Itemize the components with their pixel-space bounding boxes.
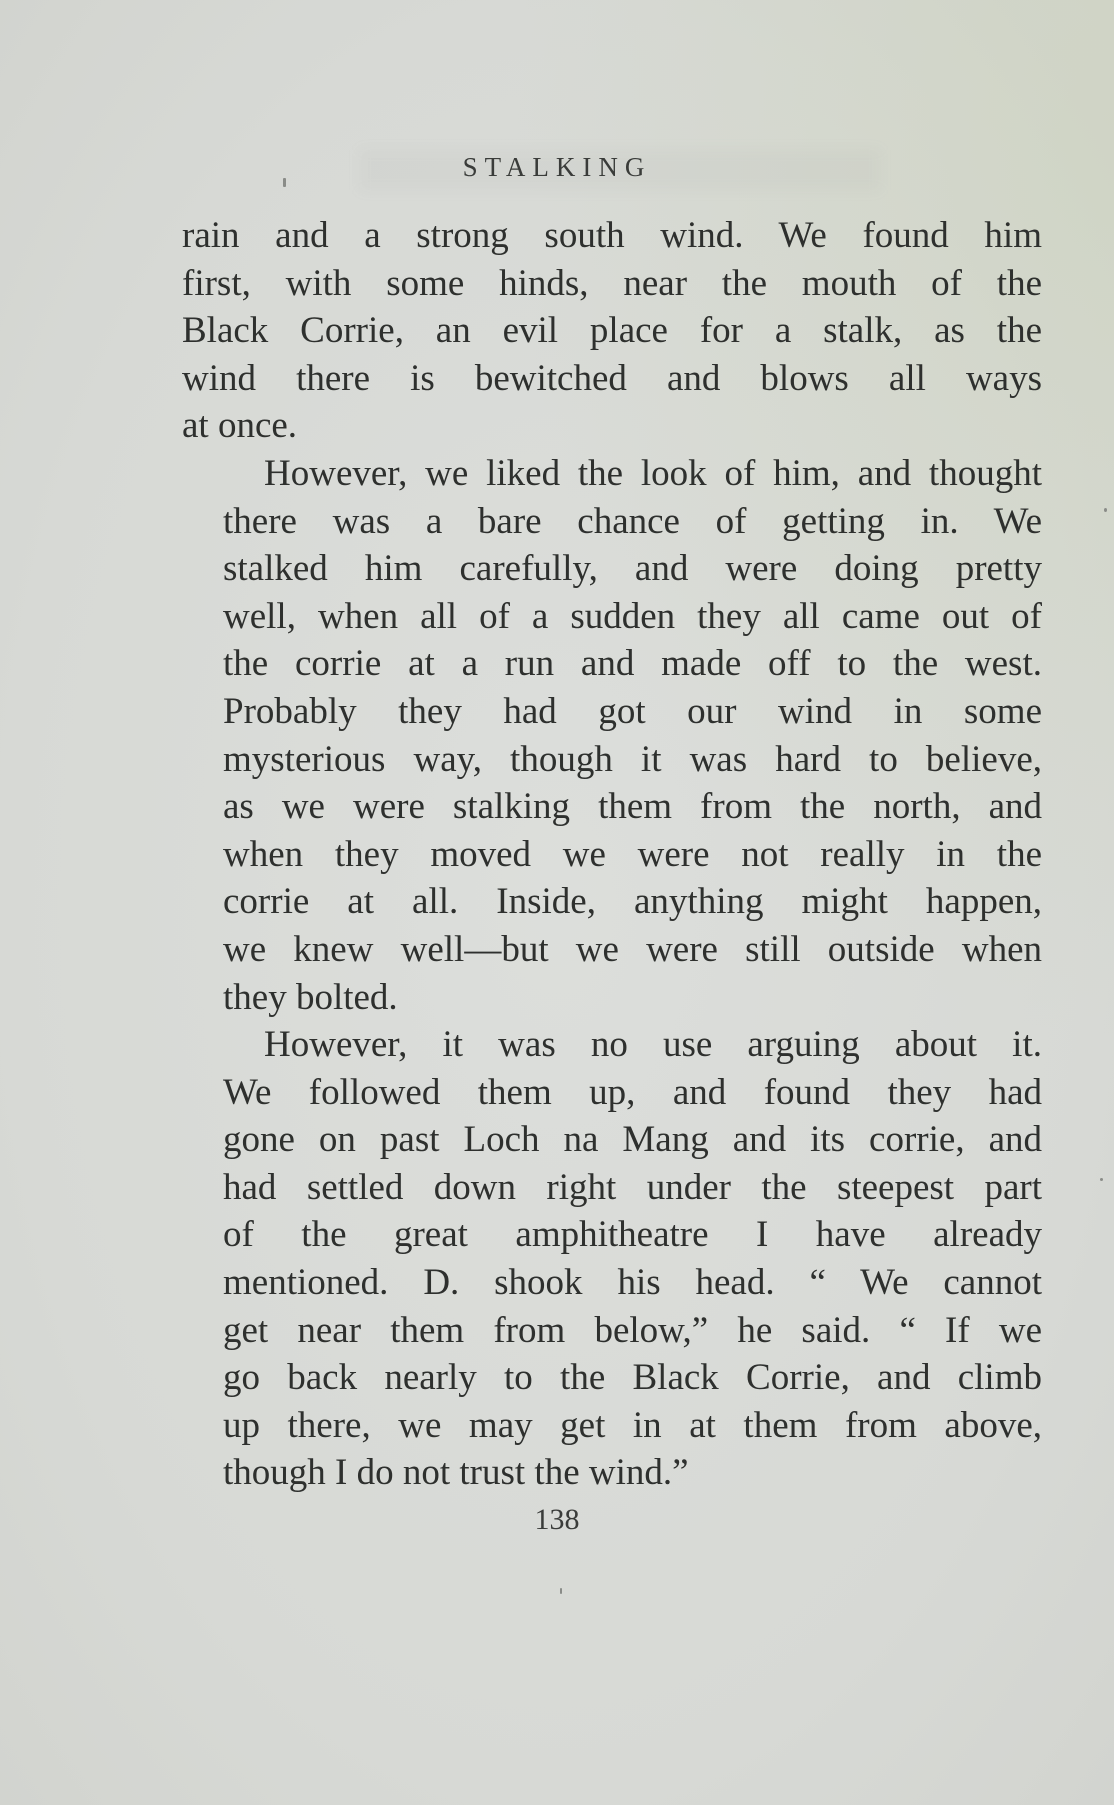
text-line: Probably they had got our wind in some xyxy=(223,690,1042,732)
paper-speck xyxy=(1104,508,1107,512)
text-line: we knew well—but we were still outside when xyxy=(223,928,1042,970)
text-line: though I do not trust the wind.” xyxy=(223,1452,689,1494)
text-line: up there, we may get in at them from above, xyxy=(223,1404,1042,1446)
text-line: the corrie at a run and made off to the west. xyxy=(223,643,1042,685)
text-line: go back nearly to the Black Corrie, and climb xyxy=(223,1357,1042,1399)
text-line: well, when all of a sudden they all came out of xyxy=(223,595,1042,637)
text-line: get near them from below,” he said. “ If we xyxy=(223,1309,1042,1351)
text-line: of the great amphitheatre I have already xyxy=(223,1214,1042,1256)
text-line: However, it was no use arguing about it. xyxy=(264,1024,1042,1066)
paper-speck xyxy=(1100,1178,1103,1181)
text-line: rain and a strong south wind. We found him xyxy=(182,215,1042,256)
text-line: as we were stalking them from the north, and xyxy=(223,786,1042,828)
paragraph-3 xyxy=(182,1021,1042,1497)
text-line: corrie at all. Inside, anything might happen, xyxy=(223,881,1042,923)
text-line: stalked him carefully, and were doing pretty xyxy=(223,548,1042,590)
text-line: had settled down right under the steepest part xyxy=(223,1166,1042,1208)
text-line: they bolted. xyxy=(223,976,398,1018)
paper-speck xyxy=(560,1588,562,1594)
page-number: 138 xyxy=(534,1503,580,1536)
paragraph-2 xyxy=(182,450,1042,1021)
text-line: However, we liked the look of him, and thought xyxy=(264,452,1042,494)
paragraph-1 xyxy=(182,212,1042,450)
text-line: when they moved we were not really in the xyxy=(223,833,1042,875)
text-line: first, with some hinds, near the mouth of the xyxy=(182,262,1042,304)
text-line: at once. xyxy=(182,405,298,447)
text-line: gone on past Loch na Mang and its corrie, and xyxy=(223,1119,1042,1161)
text-line: mysterious way, though it was hard to believe, xyxy=(223,738,1042,780)
text-line: Black Corrie, an evil place for a stalk, as the xyxy=(182,310,1042,352)
text-line: We followed them up, and found they had xyxy=(223,1071,1042,1113)
text-line: wind there is bewitched and blows all ways xyxy=(182,357,1042,399)
page-body xyxy=(182,212,1042,1497)
running-head: STALKING xyxy=(462,152,652,182)
text-line: mentioned. D. shook his head. “ We cannot xyxy=(223,1262,1042,1304)
text-line: there was a bare chance of getting in. We xyxy=(223,500,1042,542)
